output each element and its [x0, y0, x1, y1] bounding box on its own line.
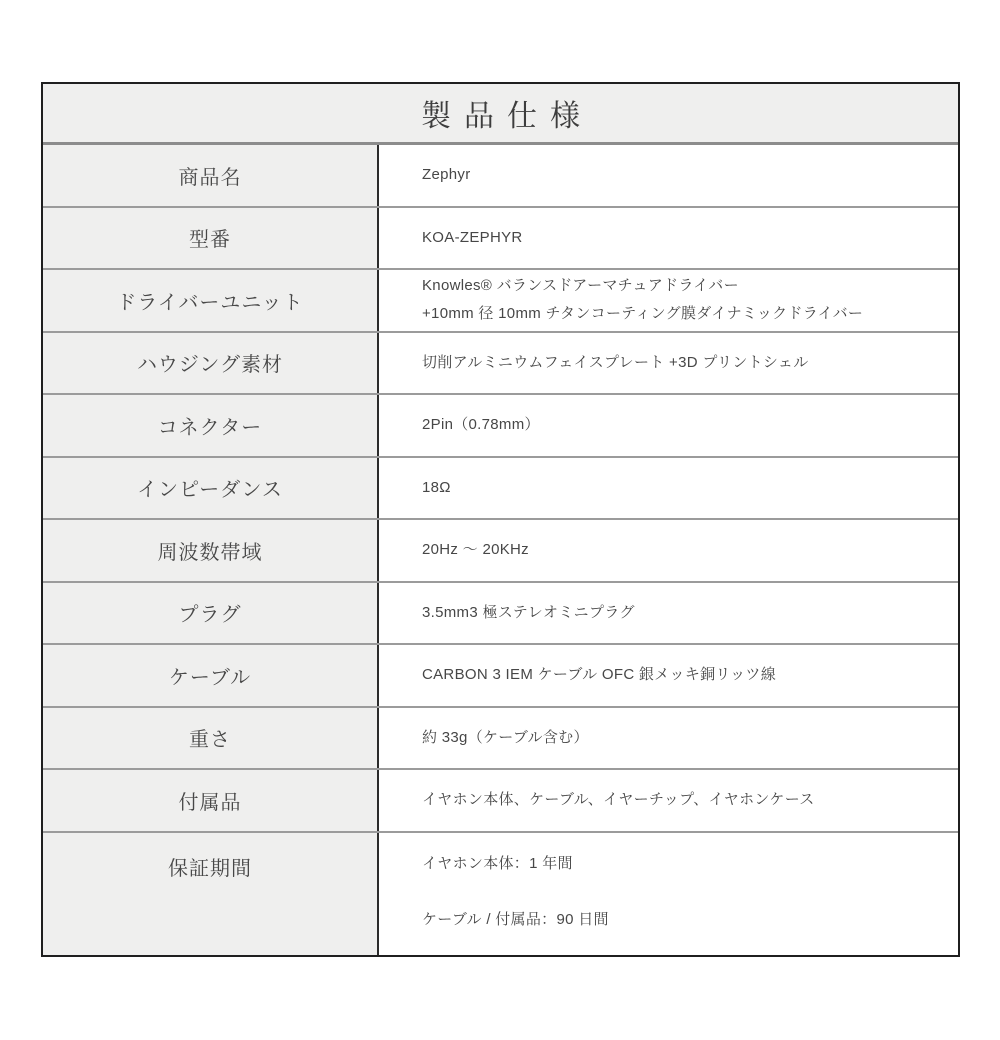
spec-label: 商品名	[43, 145, 379, 206]
spec-row-impedance	[43, 458, 958, 521]
spec-value	[379, 583, 958, 644]
spec-row-accessories	[43, 770, 958, 833]
spec-value-text: ケーブル / 付属品：90 日間	[422, 910, 609, 928]
spec-value	[379, 270, 958, 331]
spec-row-weight	[43, 708, 958, 771]
spec-value	[379, 333, 958, 394]
spec-label: ケーブル	[43, 645, 379, 706]
spec-value	[379, 770, 958, 831]
spec-value-text: 切削アルミニウムフェイスプレート +3D プリントシェル	[422, 353, 809, 371]
spec-label: 保証期間	[43, 833, 379, 955]
spec-value	[379, 458, 958, 519]
spec-table	[41, 82, 960, 957]
spec-value-text: KOA-ZEPHYR	[422, 228, 523, 246]
spec-value-text: Zephyr	[422, 166, 471, 184]
spec-row-housing-material	[43, 333, 958, 396]
spec-value-text: イヤホン本体：1 年間	[422, 854, 573, 872]
spec-label: 周波数帯域	[43, 520, 379, 581]
spec-value	[379, 645, 958, 706]
spec-label: インピーダンス	[43, 458, 379, 519]
spec-label: ドライバーユニット	[43, 270, 379, 331]
spec-row-model-number	[43, 208, 958, 271]
spec-row-plug	[43, 583, 958, 646]
spec-row-cable	[43, 645, 958, 708]
spec-label: コネクター	[43, 395, 379, 456]
spec-row-product-name	[43, 145, 958, 208]
spec-value	[379, 708, 958, 769]
spec-value-text: 2Pin（0.78mm）	[422, 416, 540, 434]
spec-label: 重さ	[43, 708, 379, 769]
spec-value-text: Knowles® バランスドアーマチュアドライバー	[422, 277, 739, 295]
spec-value	[379, 520, 958, 581]
spec-value-text: 約 33g（ケーブル含む）	[422, 728, 589, 746]
spec-label: ハウジング素材	[43, 333, 379, 394]
spec-label: 型番	[43, 208, 379, 269]
spec-value	[379, 145, 958, 206]
spec-row-warranty	[43, 833, 958, 955]
table-title: 製品仕様	[43, 84, 958, 145]
spec-row-frequency-range	[43, 520, 958, 583]
spec-value-text: 20Hz ～ 20KHz	[422, 541, 529, 559]
spec-value	[379, 208, 958, 269]
spec-value-text: 3.5mm3 極ステレオミニプラグ	[422, 603, 635, 621]
spec-value	[379, 833, 958, 955]
spec-value-text: +10mm 径 10mm チタンコーティング膜ダイナミックドライバー	[422, 305, 864, 323]
spec-value-text: CARBON 3 IEM ケーブル OFC 銀メッキ銅リッツ線	[422, 666, 777, 684]
spec-label: プラグ	[43, 583, 379, 644]
spec-row-connector	[43, 395, 958, 458]
spec-value-text: 18Ω	[422, 478, 451, 496]
spec-value-text: イヤホン本体、ケーブル、イヤーチップ、イヤホンケース	[422, 791, 815, 809]
spec-row-driver-unit	[43, 270, 958, 333]
spec-label: 付属品	[43, 770, 379, 831]
spec-value	[379, 395, 958, 456]
